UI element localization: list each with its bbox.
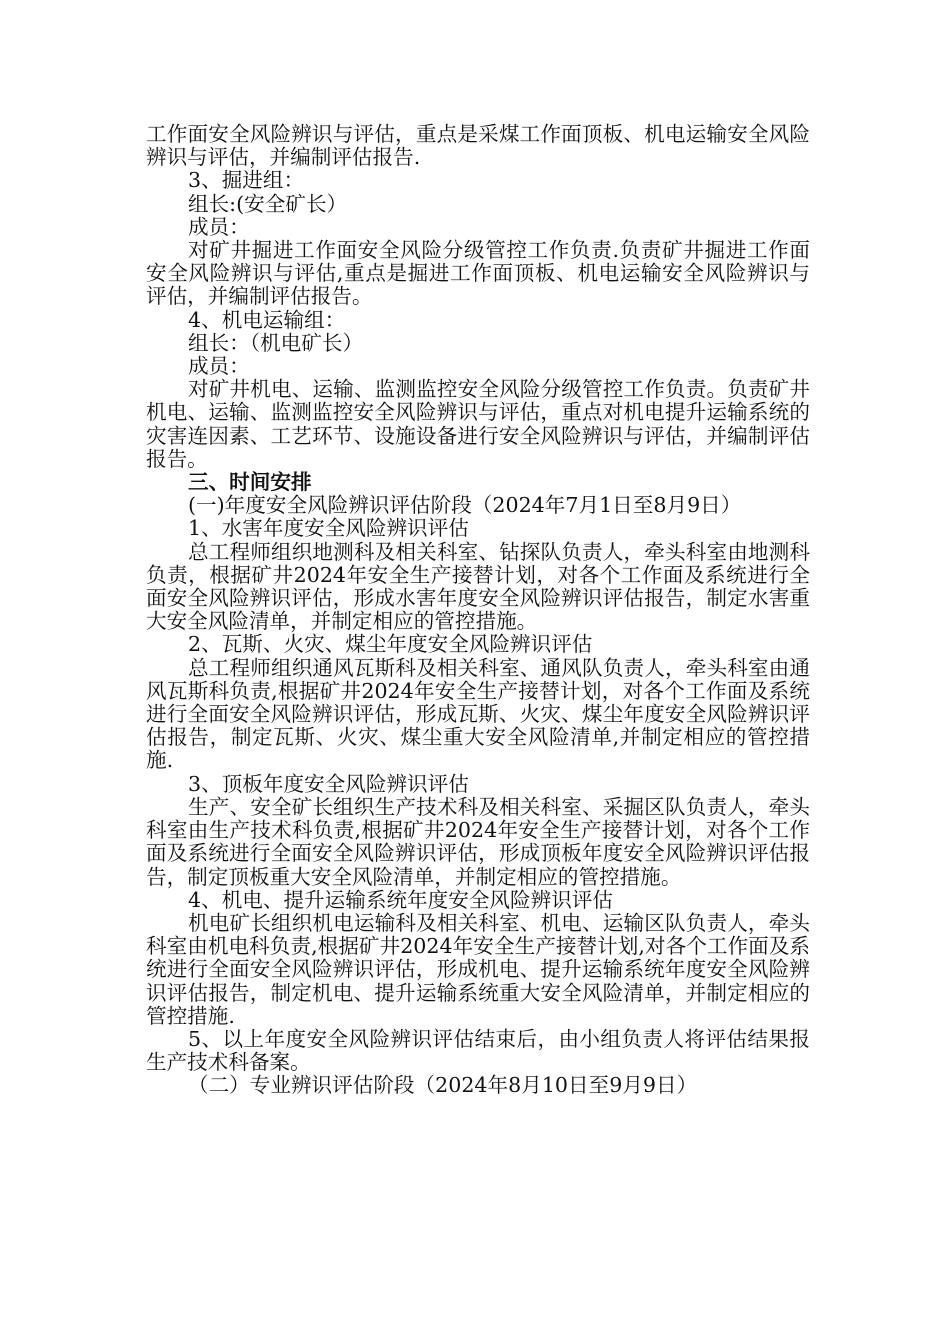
paragraph-0: 工作面安全风险辨识与评估，重点是采煤工作面顶板、机电运输安全风险辨识与评估，并编制评估报告.: [146, 122, 810, 170]
paragraph-18: 机电矿长组织机电运输科及相关科室、机电、运输区队负责人，牵头科室由机电科负责,根据矿井2024年安全生产接替计划,对各个工作面及系统进行全面安全风险辨识评估，形成机电、提升运输系统年度安全风险辨识评估报告，制定机电、提升运输系统重大安全风险清单，并制定相应的管控措施.: [146, 910, 810, 1028]
paragraph-11: 1、水害年度安全风险辨识评估: [188, 516, 469, 541]
paragraph-15: 3、顶板年度安全风险辨识评估: [188, 771, 469, 796]
paragraph-16: 生产、安全矿长组织生产技术科及相关科室、采掘区队负责人，牵头科室由生产技术科负责,根据矿井2024年安全生产接替计划，对各个工作面及系统进行全面安全风险辨识评估，形成顶板年度安全风险辨识评估报告，制定顶板重大安全风险清单，并制定相应的管控措施。: [146, 794, 810, 889]
document-page: [146, 123, 810, 1098]
paragraph-20: （二）专业辨识评估阶段（2024年8月10日至9月9日）: [188, 1073, 698, 1098]
paragraph-1: 3、掘进组：: [188, 168, 305, 193]
paragraph-2: 组长:(安全矿长）: [188, 191, 348, 216]
paragraph-8: 对矿井机电、运输、监测监控安全风险分级管控工作负责。负责矿井机电、运输、监测监控安全风险辨识与评估，重点对机电提升运输系统的灾害连因素、工艺环节、设施设备进行安全风险辨识与评估，并编制评估报告。: [146, 377, 810, 471]
paragraph-13: 2、瓦斯、火灾、煤尘年度安全风险辨识评估: [188, 632, 593, 657]
paragraph-7: 成员：: [188, 354, 250, 379]
paragraph-6: 组长：（机电矿长）: [188, 330, 364, 355]
paragraph-14: 总工程师组织通风瓦斯科及相关科室、通风队负责人，牵头科室由通风瓦斯科负责,根据矿井2024年安全生产接替计划，对各个工作面及系统进行全面安全风险辨识评估，形成瓦斯、火灾、煤尘年度安全风险辨识评估报告，制定瓦斯、火灾、煤尘重大安全风险清单,并制定相应的管控措施.: [146, 655, 810, 773]
paragraph-19: 5、以上年度安全风险辨识评估结束后，由小组负责人将评估结果报生产技术科备案。: [146, 1026, 810, 1075]
paragraph-12: 总工程师组织地测科及相关科室、钻探队负责人，牵头科室由地测科负责，根据矿井2024年安全生产接替计划，对各个工作面及系统进行全面安全风险辨识评估，形成水害年度安全风险辨识评估报告，制定水害重大安全风险清单，并制定相应的管控措施。: [146, 539, 810, 634]
paragraph-10: (一)年度安全风险辨识评估阶段（2024年7月1日至8月9日）: [188, 493, 742, 518]
paragraph-4: 对矿井掘进工作面安全风险分级管控工作负责.负责矿井掘进工作面安全风险辨识与评估,重点是掘进工作面顶板、机电运输安全风险辨识与评估，并编制评估报告。: [146, 238, 810, 309]
section-heading: 三、时间安排: [188, 470, 312, 495]
paragraph-3: 成员：: [188, 214, 250, 239]
paragraph-17: 4、机电、提升运输系统年度安全风险辨识评估: [188, 887, 613, 912]
paragraph-5: 4、机电运输组：: [188, 307, 346, 332]
